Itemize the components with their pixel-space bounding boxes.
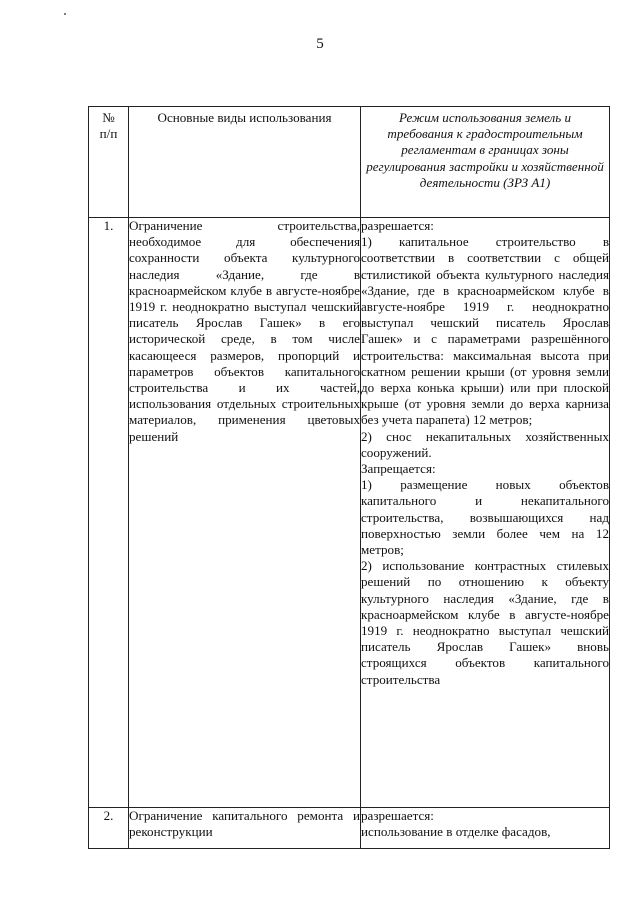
regime-paragraph: разрешается: (361, 218, 434, 233)
page-number: 5 (316, 36, 324, 52)
regulations-table (88, 106, 610, 849)
table-header-row (89, 107, 610, 218)
header-number-line: № (102, 110, 115, 125)
row-regime-cell (361, 808, 610, 849)
row-use-text: Ограничение строительства, необходимое для обеспечения сохранности объекта культурного наследия «Здание, где в красноармейском клубе в августе-ноябре 1919 г. неоднократно выступал чешский писатель Ярослав Гашек» в его исторической среде, в том числе касающееся размеров, пропорций и параметров объектов капитального строительства и их частей, использования отдельных строительных материалов, применения цветовых решений (129, 218, 361, 808)
regime-paragraph: 1) размещение новых объектов капитального и некапитального строительства, возвышающихся над поверхностью земли более чем на 12 метров; (361, 477, 609, 558)
table-row (89, 218, 610, 808)
header-use: Основные виды использования (157, 110, 332, 125)
header-regime: Режим использования земель и требования к градостроительным регламентам в границах зоны регулирования застройки и хозяйственной деятельности (ЗРЗ А1) (366, 110, 604, 190)
row-regime-cell (361, 218, 610, 808)
row-use-text: Ограничение капитального ремонта и реконструкции (129, 808, 361, 849)
header-number (89, 107, 128, 142)
row-number: 2. (89, 808, 129, 849)
regime-paragraph: 1) капитальное строительство в соответствии в соответствии с общей стилистикой объекта культурного наследия «Здание, где в красноармейском клубе в августе-ноябре 1919 г. неоднократно выступал чешский писатель Ярослав Гашек» и с параметрами разрешённого строительства: максимальная высота при скатном решении крыши (от уровня земли до верха конька крыши) или при плоской крыше (от уровня земли до верха карниза без учета парапета) 12 метров; (361, 234, 609, 428)
table-row (89, 808, 610, 849)
header-number-cell (89, 107, 129, 218)
header-use-cell (129, 107, 361, 218)
regime-paragraph: использование в отделке фасадов, (361, 824, 551, 840)
regime-paragraph: Запрещается: (361, 461, 436, 477)
regime-paragraph: 2) снос некапитальных хозяйственных сооружений. (361, 428, 609, 460)
regime-paragraph: разрешается: (361, 808, 434, 823)
regime-paragraph: 2) использование контрастных стилевых решений по отношению к объекту культурного наследия «Здание, где в красноармейском клубе в августе-ноябре 1919 г. неоднократно выступал чешский писатель Ярослав Гашек» вновь строящихся объектов капитального строительства (361, 558, 609, 687)
header-number-line: п/п (99, 126, 118, 142)
header-regime-cell (361, 107, 610, 218)
scan-speck (64, 13, 66, 15)
row-number: 1. (89, 218, 129, 808)
